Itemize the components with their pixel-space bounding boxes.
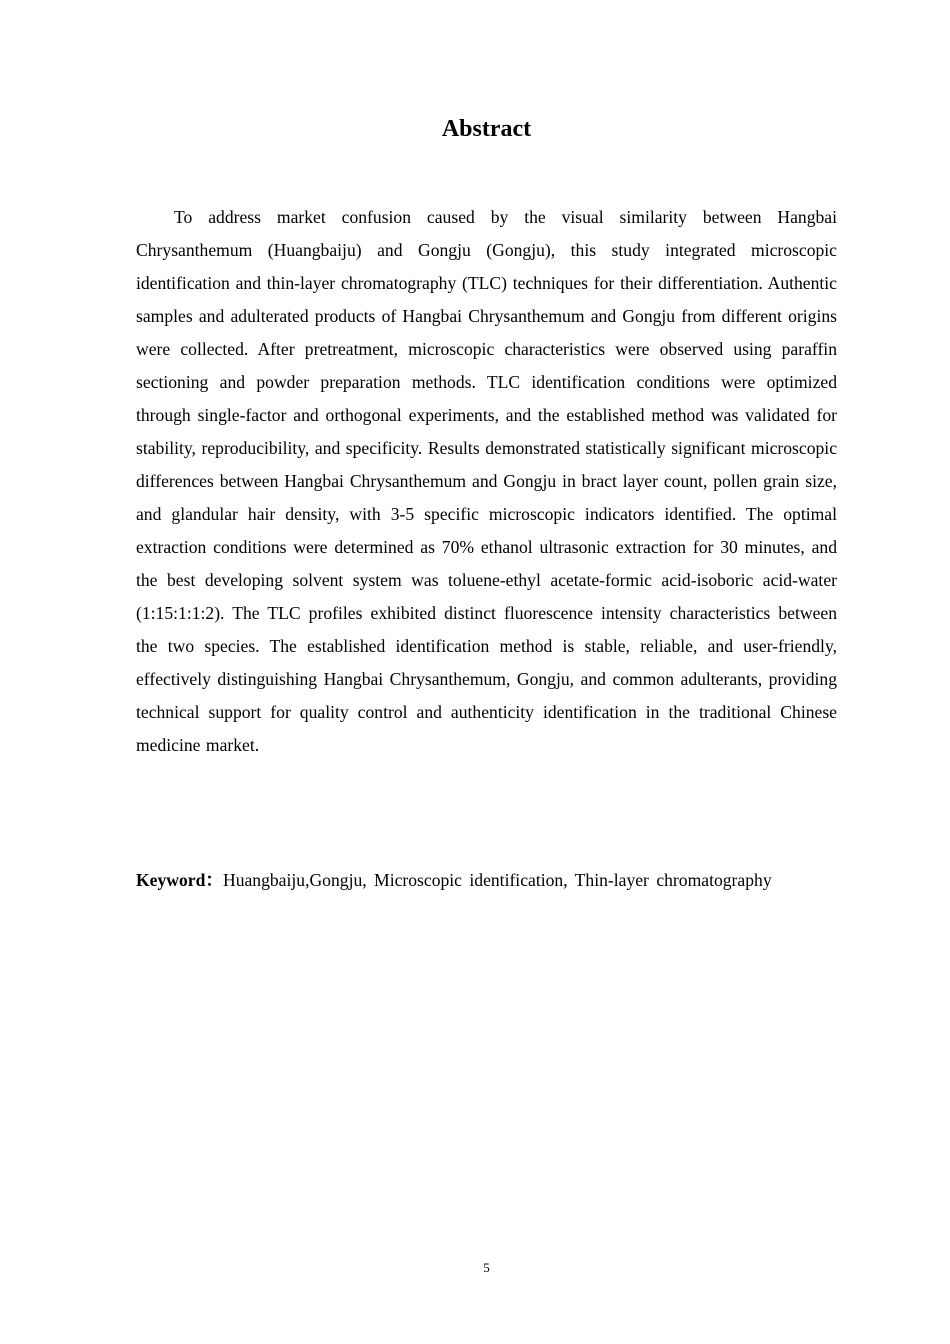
page-number: 5 bbox=[483, 1260, 490, 1275]
keyword-label: Keyword： bbox=[136, 870, 223, 890]
abstract-text: To address market confusion caused by the visual similarity between Hangbai Chrysanthemum (Huangbaiju) and Gongju (Gongju), this study integrated microscopic identification and thin-layer chromatography (TLC) techniques for their differentiation. Authentic samples and adulterated products of Hangbai Chrysanthemum and Gongju from different origins were collected. After pretreatment, microscopic characteristics were observed using paraffin sectioning and powder preparation methods. TLC identification conditions were optimized through single-factor and orthogonal experiments, and the established method was validated for stability, reproducibility, and specificity. Results demonstrated statistically significant microscopic differences between Hangbai Chrysanthemum and Gongju in bract layer count, pollen grain size, and glandular hair density, with 3-5 specific microscopic indicators identified. The optimal extraction conditions were determined as 70% ethanol ultrasonic extraction for 30 minutes, and the best developing solvent system was toluene-ethyl acetate-formic acid-isoboric acid-water (1:15:1:1:2). The TLC profiles exhibited distinct fluorescence intensity characteristics between the two species. The established identification method is stable, reliable, and user-friendly, effectively distinguishing Hangbai Chrysanthemum, Gongju, and common adulterants, providing technical support for quality control and authenticity identification in the traditional Chinese medicine market. bbox=[136, 207, 837, 755]
keywords-line bbox=[136, 864, 837, 897]
keyword-values: Huangbaiju,Gongju, Microscopic identification, Thin-layer chromatography bbox=[222, 870, 772, 890]
abstract-title: Abstract bbox=[441, 116, 532, 142]
